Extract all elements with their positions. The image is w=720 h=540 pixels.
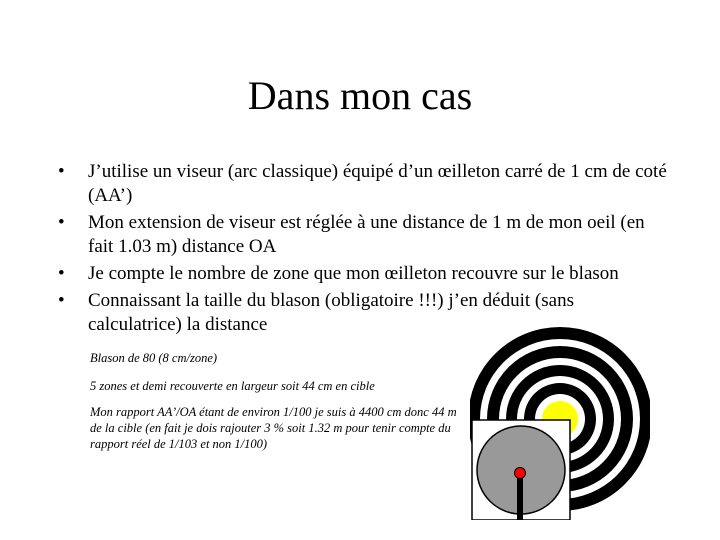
archery-target-icon xyxy=(470,325,650,520)
sight-pin-stem xyxy=(517,475,523,520)
note-ratio-calculation: Mon rapport AA’/OA étant de environ 1/100 je suis à 4400 cm donc 44 m de la cible (en fait je dois rajouter 3 % soit 1.32 m pour tenir compte du rapport réel de 1/103 et non 1/100) xyxy=(90,405,457,451)
sight-pin-icon xyxy=(515,468,526,479)
bullet-list xyxy=(56,160,668,340)
bullet-item: • Je compte le nombre de zone que mon œilleton recouvre sur le blason xyxy=(56,262,668,286)
bullet-item: • Connaissant la taille du blason (obligatoire !!!) j’en déduit (sans calculatrice) la distance xyxy=(56,289,668,337)
bullet-item: • Mon extension de viseur est réglée à une distance de 1 m de mon oeil (en fait 1.03 m) distance OA xyxy=(56,211,668,259)
note-target-size: Blason de 80 (8 cm/zone) xyxy=(90,351,218,365)
note-zones-covered: 5 zones et demi recouverte en largeur soit 44 cm en cible xyxy=(90,379,375,393)
bullet-item: • J’utilise un viseur (arc classique) équipé d’un œilleton carré de 1 cm de coté (AA’) xyxy=(56,160,668,208)
slide-title: Dans mon cas xyxy=(247,73,473,118)
